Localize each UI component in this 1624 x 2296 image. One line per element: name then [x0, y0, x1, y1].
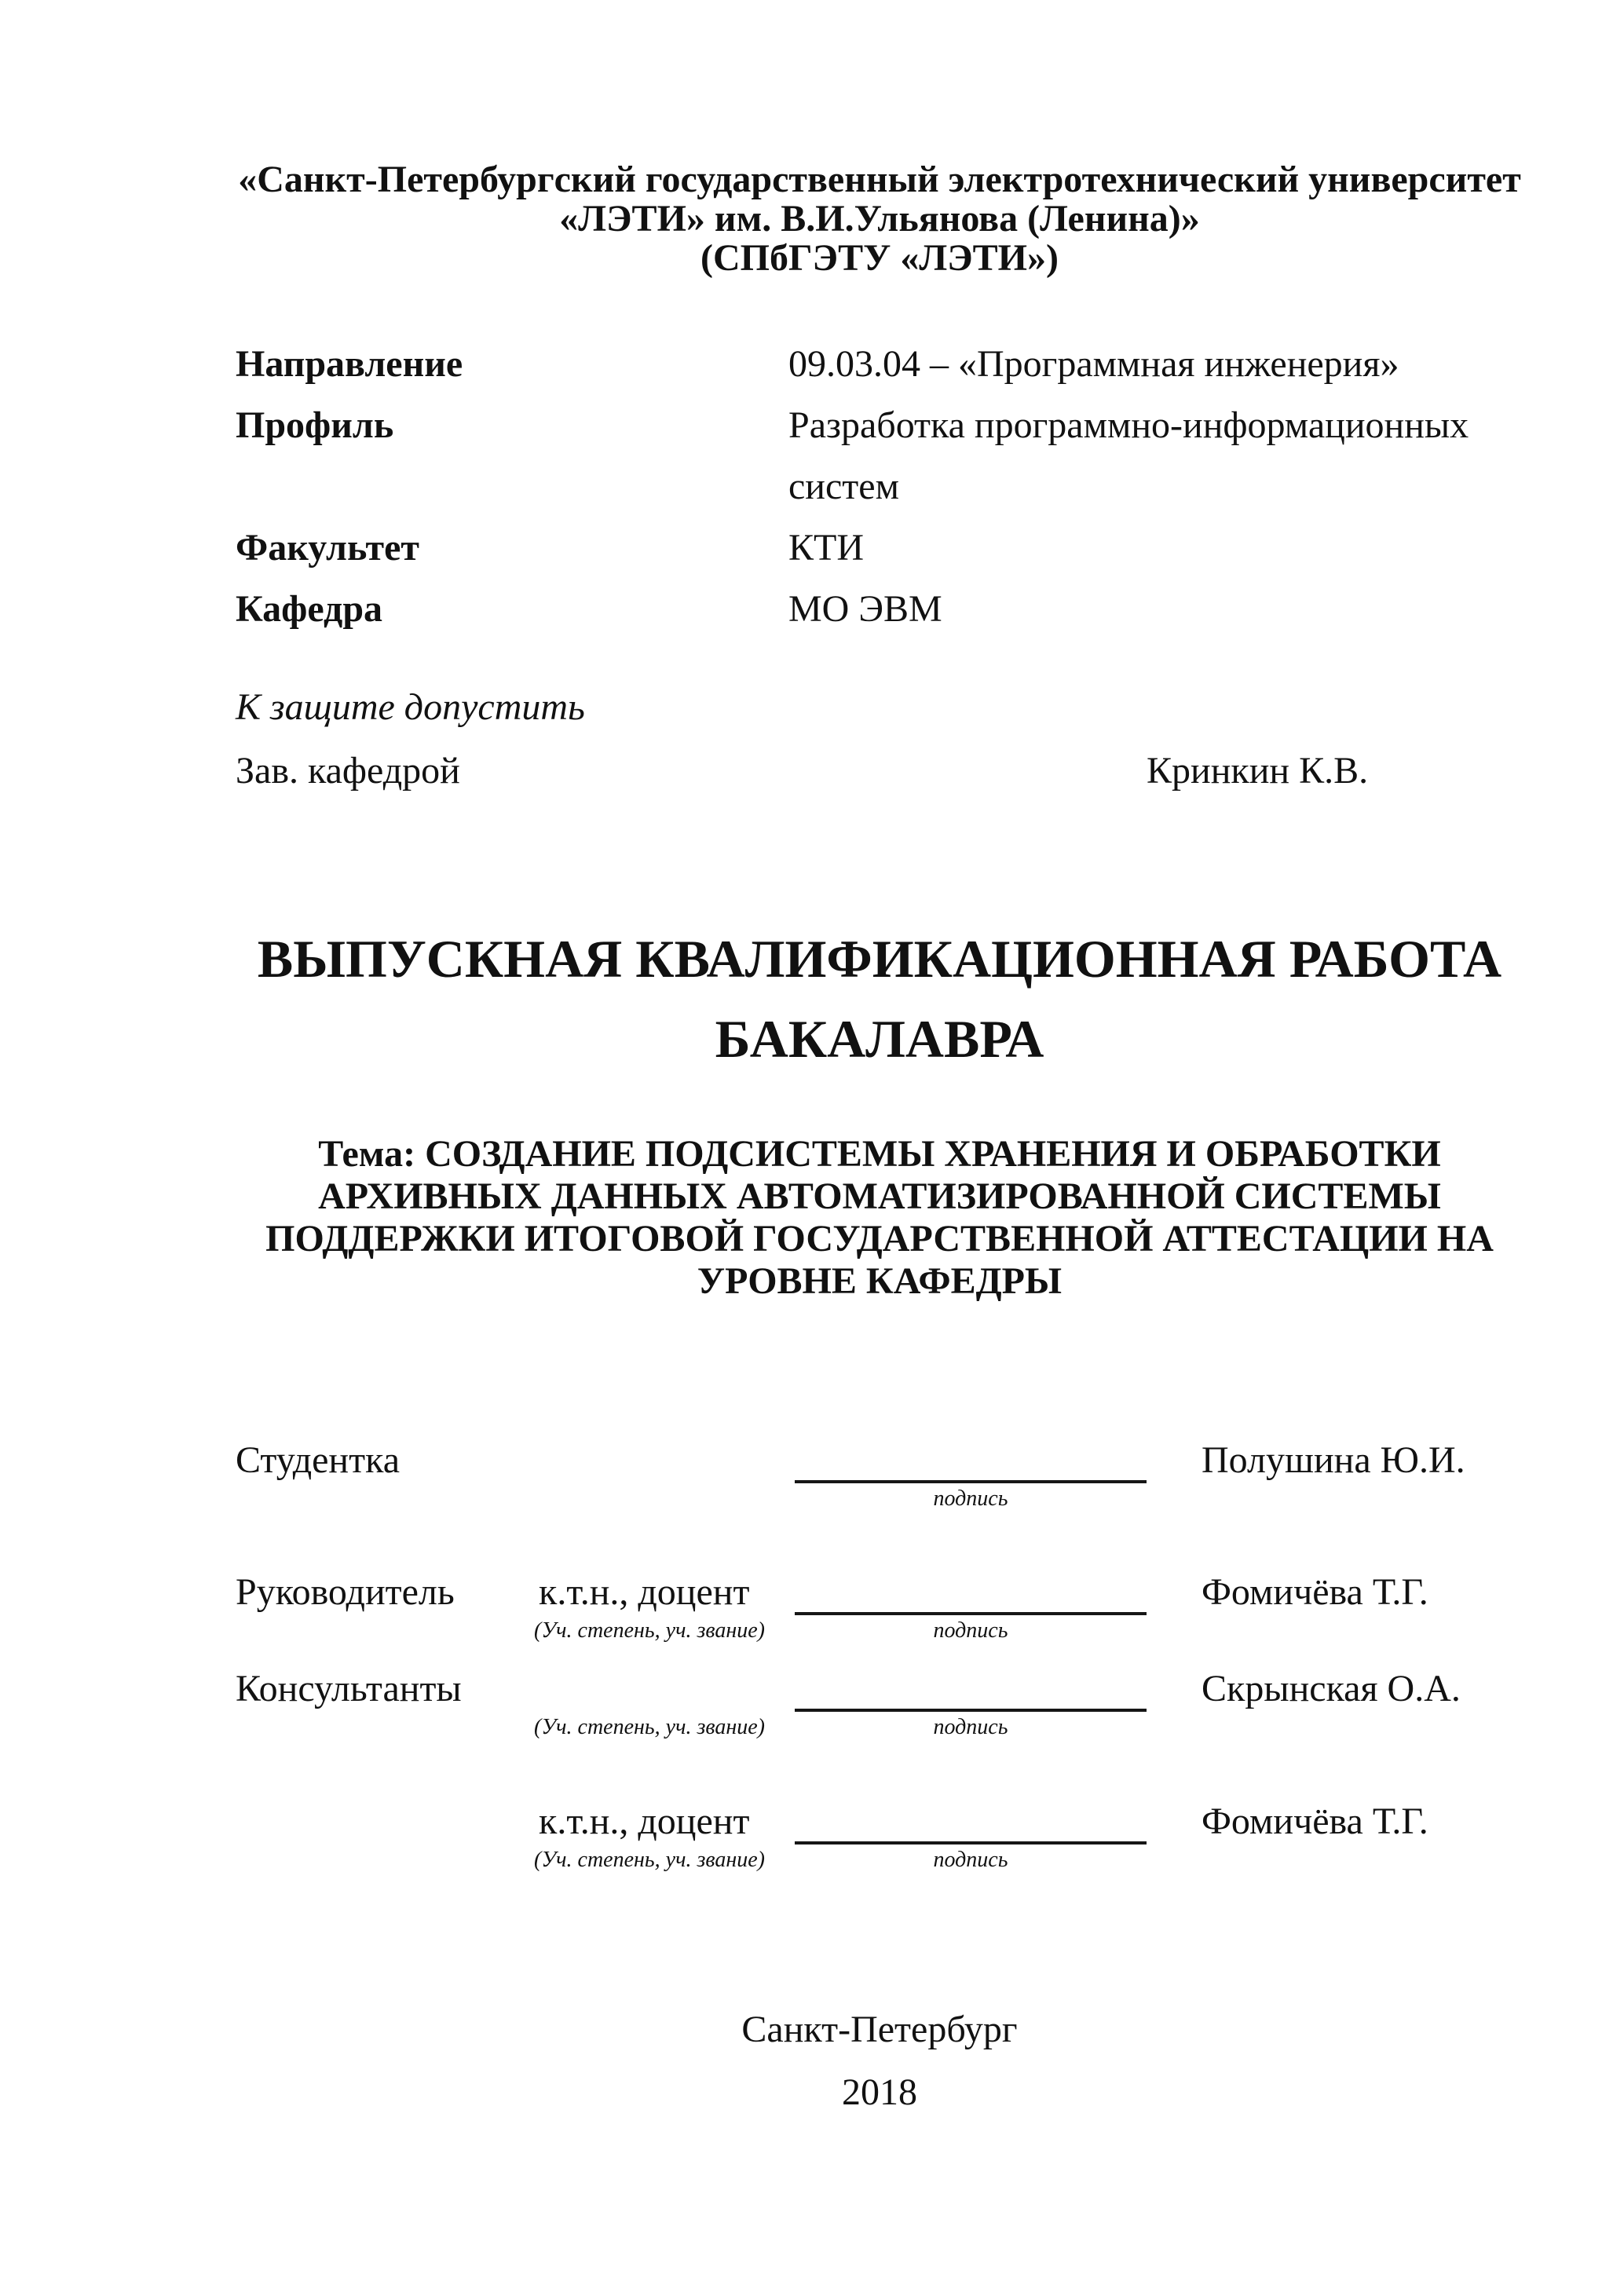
admit-to-defense-line: К защите допустить — [236, 686, 585, 728]
consultant1-name: Скрынская О.А. — [1202, 1668, 1461, 1709]
profile-value: Разработка программно-информационных — [788, 404, 1469, 446]
thesis-topic-line2: АРХИВНЫХ ДАННЫХ АВТОМАТИЗИРОВАННОЙ СИСТЕМЫ — [318, 1175, 1441, 1217]
info-row-department — [236, 579, 1523, 640]
direction-value: 09.03.04 – «Программная инженерия» — [788, 343, 1399, 385]
profile-label-empty — [236, 456, 788, 517]
consultant1-signature-caption: подпись — [933, 1715, 1008, 1739]
signature-row-student — [236, 1439, 1523, 1545]
student-name: Полушина Ю.И. — [1202, 1439, 1465, 1481]
thesis-topic — [236, 1133, 1523, 1303]
consultant1-signature-line — [795, 1667, 1147, 1712]
info-row-direction — [236, 334, 1523, 395]
info-row-faculty — [236, 517, 1523, 579]
thesis-topic-line4: УРОВНЕ КАФЕДРЫ — [697, 1260, 1063, 1302]
student-signature-caption: подпись — [933, 1486, 1008, 1511]
supervisor-role-label: Руководитель — [236, 1571, 455, 1613]
supervisor-signature-line — [795, 1570, 1147, 1615]
profile-value-cont: систем — [788, 466, 899, 507]
consultants-role-label: Консультанты — [236, 1668, 462, 1709]
faculty-value: КТИ — [788, 527, 864, 569]
faculty-label: Факультет — [236, 527, 419, 569]
consultant2-name: Фомичёва Т.Г. — [1202, 1801, 1428, 1842]
consultant1-degree-caption: (Уч. степень, уч. звание) — [534, 1715, 765, 1739]
supervisor-degree: к.т.н., доцент — [539, 1571, 750, 1613]
university-header — [236, 160, 1523, 278]
university-abbreviation: (СПбГЭТУ «ЛЭТИ») — [700, 237, 1059, 279]
department-head-label: Зав. кафедрой — [236, 750, 460, 792]
program-info-table — [236, 334, 1523, 640]
consultant2-degree-caption: (Уч. степень, уч. звание) — [534, 1848, 765, 1872]
signature-row-consultant2 — [236, 1800, 1523, 1906]
consultant2-signature-caption: подпись — [933, 1848, 1008, 1872]
consultant2-signature-line — [795, 1800, 1147, 1844]
footer-city: Санкт-Петербург — [741, 2009, 1018, 2050]
consultant2-degree: к.т.н., доцент — [539, 1801, 750, 1842]
thesis-title-line1: ВЫПУСКНАЯ КВАЛИФИКАЦИОННАЯ РАБОТА — [257, 929, 1502, 989]
department-label: Кафедра — [236, 588, 383, 630]
direction-label: Направление — [236, 343, 463, 385]
footer — [236, 1998, 1523, 2124]
supervisor-degree-caption: (Уч. степень, уч. звание) — [534, 1618, 765, 1643]
info-row-profile — [236, 395, 1523, 456]
supervisor-name: Фомичёва Т.Г. — [1202, 1571, 1428, 1613]
footer-year: 2018 — [842, 2071, 917, 2113]
supervisor-signature-caption: подпись — [933, 1618, 1008, 1643]
student-role-label: Студентка — [236, 1439, 400, 1481]
university-name-line1: «Санкт-Петербургский государственный электротехнический университет — [238, 159, 1521, 200]
thesis-topic-line3: ПОДДЕРЖКИ ИТОГОВОЙ ГОСУДАРСТВЕННОЙ АТТЕСТАЦИИ НА — [265, 1218, 1494, 1260]
student-signature-line — [795, 1439, 1147, 1483]
profile-label: Профиль — [236, 404, 394, 446]
department-value: МО ЭВМ — [788, 588, 942, 630]
department-head-row — [236, 749, 1523, 796]
thesis-topic-line1: Тема: СОЗДАНИЕ ПОДСИСТЕМЫ ХРАНЕНИЯ И ОБРАБОТКИ — [318, 1133, 1441, 1175]
department-head-name: Кринкин К.В. — [1147, 750, 1369, 792]
signature-row-consultant1 — [236, 1667, 1523, 1773]
signature-row-supervisor — [236, 1570, 1523, 1676]
thesis-title — [236, 919, 1523, 1079]
info-row-profile-cont — [236, 456, 1523, 517]
university-name-line2: «ЛЭТИ» им. В.И.Ульянова (Ленина)» — [559, 198, 1200, 239]
thesis-title-line2: БАКАЛАВРА — [715, 1009, 1044, 1069]
